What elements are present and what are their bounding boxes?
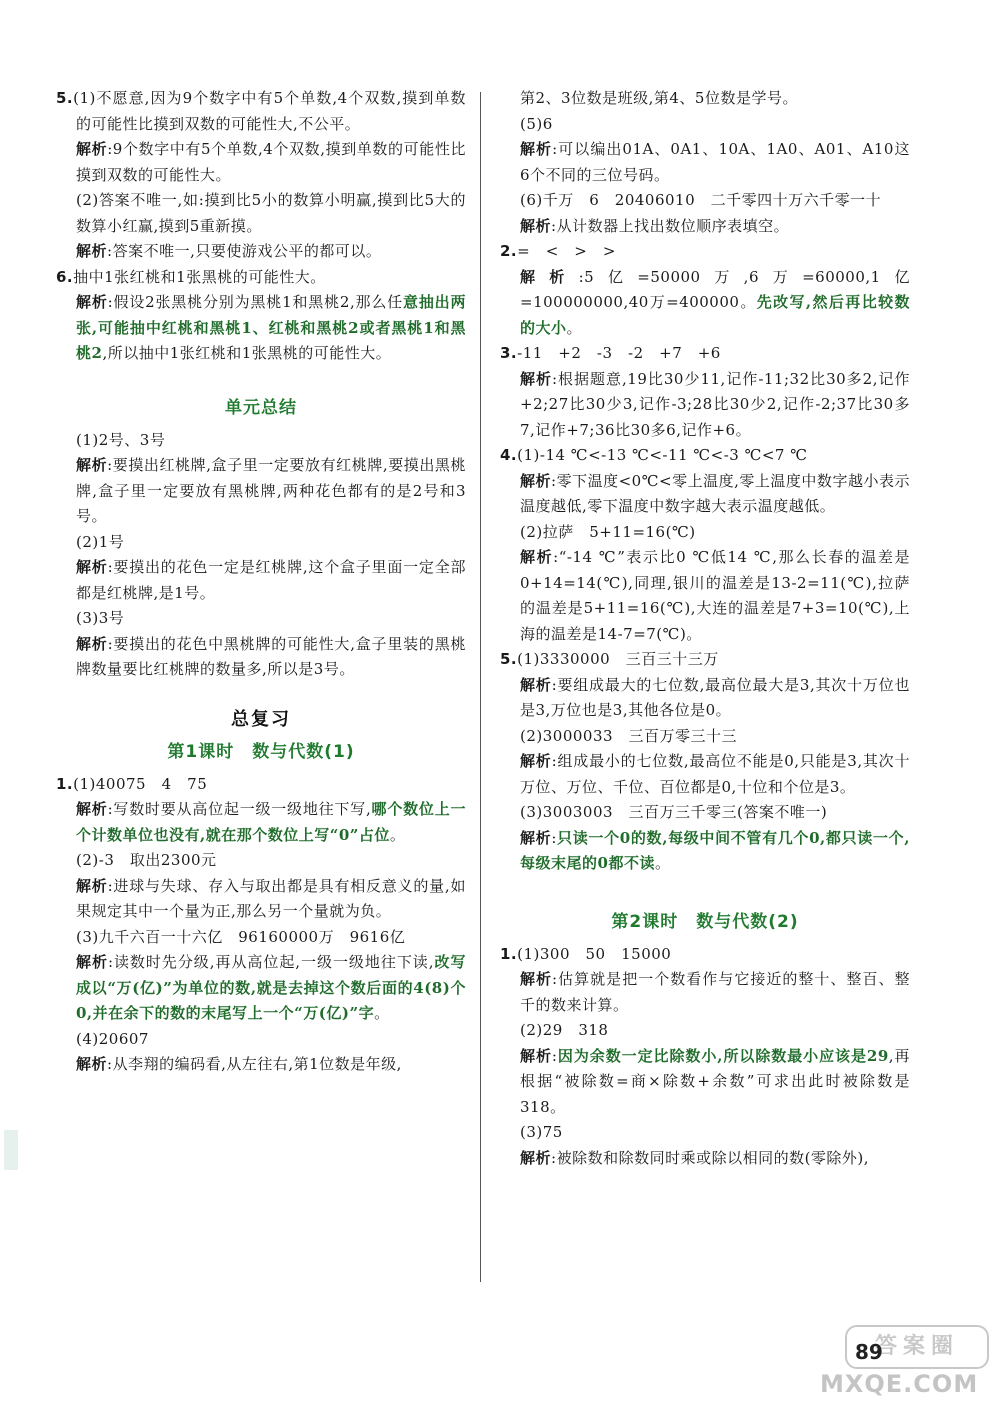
- lesson-2-heading: 第2课时 数与代数(2): [611, 911, 799, 932]
- continued-analysis: 第2、3位数是班级,第4、5位数是学号。: [520, 89, 798, 107]
- q5r-part-1: 5.(1)3330000 三百三十三万: [500, 650, 719, 668]
- summary-part-3: (3)3号: [76, 609, 125, 627]
- q5r-part-2: (2)3000033 三百万零三十三: [520, 726, 738, 745]
- lesson-1-heading: 第1课时 数与代数(1): [167, 741, 355, 762]
- q4-part-2: (2)拉萨 5+11=16(℃): [520, 522, 696, 541]
- r-q1-analysis-2: 解析:进球与失球、存入与取出都是具有相反意义的量,如果规定其中一个量为正,那么另一个量就为负。: [76, 876, 466, 920]
- q5r-analysis-2: 解析:组成最小的七位数,最高位不能是0,只能是3,其次十万位、万位、千位、百位都是0,十位和个位是3。: [520, 752, 910, 796]
- r-q1-part-2: (2)-3 取出2300元: [76, 851, 217, 869]
- l2-q1-analysis-2: 解析:因为余数一定比除数小,所以除数最小应该是29,再根据“被除数=商×除数+余数”可求出此时被除数是318。: [520, 1046, 910, 1116]
- q6-line: 6.抽中1张红桃和1张黑桃的可能性大。: [56, 267, 326, 286]
- l2-q1-analysis-1: 解析:估算就是把一个数看作与它接近的整十、整百、整千的数来计算。: [520, 970, 910, 1014]
- column-divider: [480, 92, 481, 1282]
- q2-line: 2.= < > >: [500, 242, 616, 260]
- l2-q1-part-1: 1.(1)300 50 15000: [500, 944, 672, 963]
- l2-q1-part-3: (3)75: [520, 1123, 563, 1141]
- q6-analysis: 解析:假设2张黑桃分别为黑桃1和黑桃2,那么任意抽出两张,可能抽中红桃和黑桃1、红桃和黑桃2或者黑桃1和黑桃2,所以抽中1张红桃和1张黑桃的可能性大。: [76, 293, 466, 362]
- q1-analysis-6: 解析:从计数器上找出数位顺序表填空。: [520, 216, 790, 235]
- q1-analysis-5: 解析:可以编出01A、0A1、10A、1A0、A01、A10这6个不同的三位号码。: [520, 140, 910, 184]
- q2-analysis: 解析:5亿=50000万,6万=60000,1亿=100000000,40万=400000。先改写,然后再比较数的大小。: [520, 267, 910, 337]
- r-q1-analysis-4: 解析:从李翔的编码看,从左往右,第1位数是年级,: [76, 1055, 402, 1073]
- q5-line: 5.(1)不愿意,因为9个数字中有5个单数,4个双数,摸到单数的可能性比摸到双数的可能性大,不公平。: [56, 89, 466, 133]
- r-q1-analysis-1: 解析:写数时要从高位起一级一级地往下写,哪个数位上一个计数单位也没有,就在那个数位上写“0”占位。: [76, 800, 466, 844]
- q5-analysis-1: 解析:9个数字中有5个单数,4个双数,摸到单数的可能性比摸到双数的可能性大。: [76, 140, 466, 184]
- q1-part-6: (6)千万 6 20406010 二千零四十万六千零一十: [520, 191, 882, 209]
- q5-analysis-2: 解析:答案不唯一,只要使游戏公平的都可以。: [76, 242, 382, 260]
- edge-decoration: [4, 1130, 18, 1170]
- q5r-analysis-3: 解析:只读一个0的数,每级中间不管有几个0,都只读一个,每级末尾的0都不读。: [520, 828, 910, 872]
- r-q1-part-3: (3)九千六百一十六亿 96160000万 9616亿: [76, 927, 406, 946]
- summary-part-1: (1)2号、3号: [76, 430, 166, 449]
- r-q1-part-4: (4)20607: [76, 1029, 149, 1048]
- l2-q1-part-2: (2)29 318: [520, 1021, 609, 1039]
- page-number: 89: [855, 1340, 883, 1364]
- q1-part-5: (5)6: [520, 114, 553, 133]
- left-column: [56, 86, 466, 1078]
- summary-analysis-3: 解析:要摸出的花色中黑桃牌的可能性大,盒子里装的黑桃牌数量要比红桃牌的数量多,所以是3号。: [76, 634, 466, 678]
- watermark-logo: 答案圈: [845, 1325, 989, 1369]
- q4-part-1: 4.(1)-14 ℃<-13 ℃<-11 ℃<-3 ℃<7 ℃: [500, 446, 808, 464]
- q3-line: 3.-11 +2 -3 -2 +7 +6: [500, 344, 721, 362]
- q5r-part-3: (3)3003003 三百万三千零三(答案不唯一): [520, 803, 828, 821]
- q5-part-2: (2)答案不唯一,如:摸到比5小的数算小明赢,摸到比5大的数算小红赢,摸到5重新摸。: [76, 191, 466, 235]
- q5r-analysis-1: 解析:要组成最大的七位数,最高位最大是3,其次十万位也是3,万位也是3,其他各位是0。: [520, 675, 910, 719]
- watermark-url: MXQE.COM: [820, 1370, 979, 1398]
- summary-analysis-2: 解析:要摸出的花色一定是红桃牌,这个盒子里面一定全部都是红桃牌,是1号。: [76, 558, 466, 602]
- unit-summary-heading: 单元总结: [225, 397, 297, 418]
- l2-q1-analysis-3: 解析:被除数和除数同时乘或除以相同的数(零除外),: [520, 1148, 870, 1167]
- q3-analysis: 解析:根据题意,19比30少11,记作-11;32比30多2,记作+2;27比30少3,记作-3;28比30少2,记作-2;37比30多7,记作+7;36比30多6,记作+6。: [520, 369, 910, 439]
- q4-analysis-2: 解析:“-14 ℃”表示比0 ℃低14 ℃,那么长春的温差是0+14=14(℃),同理,银川的温差是13-2=11(℃),拉萨的温差是5+11=16(℃),大连的温差是7+3=10(℃),上海的温差是14-7=7(℃)。: [520, 548, 910, 643]
- right-column: [500, 86, 910, 1171]
- summary-analysis-1: 解析:要摸出红桃牌,盒子里一定要放有红桃牌,要摸出黑桃牌,盒子里一定要放有黑桃牌,两种花色都有的是2号和3号。: [76, 456, 466, 525]
- q4-analysis-1: 解析:零下温度<0℃<零上温度,零上温度中数字越小表示温度越低,零下温度中数字越大表示温度越低。: [520, 471, 910, 515]
- r-q1-analysis-3: 解析:读数时先分级,再从高位起,一级一级地往下读,改写成以“万(亿)”为单位的数,就是去掉这个数后面的4(8)个0,并在余下的数的末尾写上一个“万(亿)”字。: [76, 953, 466, 1022]
- summary-part-2: (2)1号: [76, 532, 125, 551]
- general-review-heading: 总复习: [231, 708, 291, 730]
- r-q1-part-1: 1.(1)40075 4 75: [56, 774, 208, 793]
